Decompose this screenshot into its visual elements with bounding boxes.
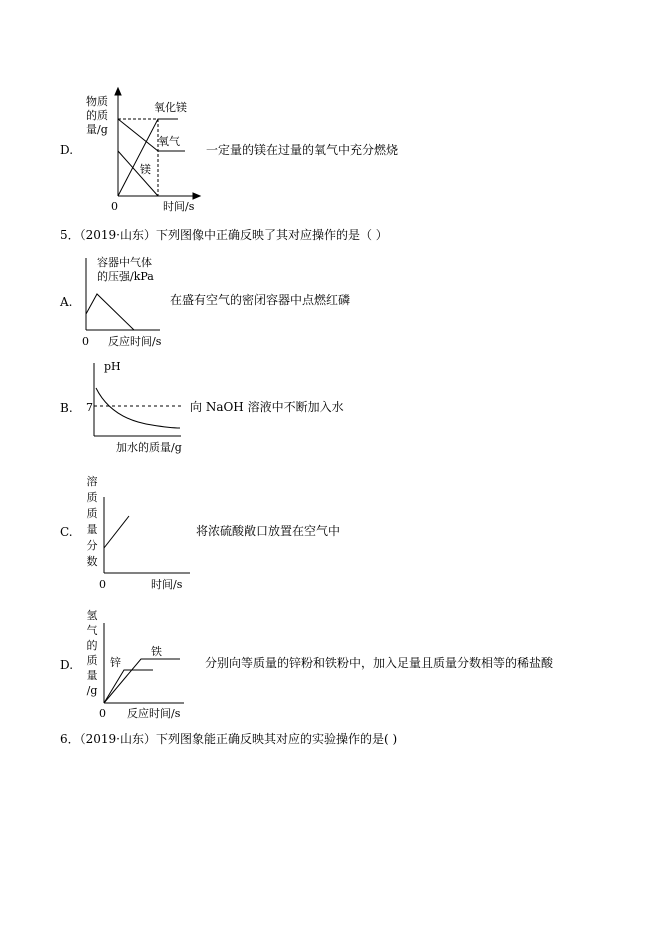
series-label-zn: 锌 (110, 656, 121, 669)
series-label-oxygen: 氧气 (158, 135, 180, 148)
graph-x-axis-label: 反应时间/s (127, 707, 181, 720)
option-caption: 向 NaOH 溶液中不断加入水 (190, 400, 344, 414)
option-label: B. (60, 401, 73, 415)
y-label-char: 质 (86, 654, 98, 667)
y-label-line: 量/g (86, 123, 108, 136)
option-label: A. (60, 295, 73, 309)
y-label-line: 的质 (86, 109, 108, 122)
graph-y-axis-label: pH (104, 360, 121, 373)
option-label: D. (60, 143, 74, 157)
question-stem: 5．（2019·山东）下列图像中正确反映了其对应操作的是（ ） (60, 228, 388, 242)
graph-origin: 0 (82, 335, 89, 348)
y-label-char: /g (86, 684, 98, 697)
y-label-char: 质 (86, 507, 98, 520)
y-label-char: 数 (86, 555, 98, 568)
option-caption: 分别向等质量的锌粉和铁粉中，加入足量且质量分数相等的稀盐酸 (205, 656, 554, 670)
y-label-char: 溶 (86, 475, 98, 488)
question-stem: 6．（2019·山东）下列图象能正确反映其对应的实验操作的是( ) (60, 732, 398, 746)
y-label-char: 氢 (86, 609, 98, 622)
graph-origin: 0 (111, 200, 118, 213)
y-label-line: 容器中气体 (97, 256, 152, 269)
graph-origin: 0 (99, 707, 106, 720)
series-label-mg: 镁 (140, 163, 151, 176)
series-line-zn (104, 670, 153, 703)
graph-x-axis-label: 时间/s (151, 578, 183, 591)
graph-origin: 0 (99, 578, 106, 591)
y-label-line: 的压强/kPa (97, 270, 154, 283)
y-label-char: 分 (86, 539, 98, 552)
y-label-char: 质 (86, 491, 98, 504)
graph-x-axis-label: 反应时间/s (108, 335, 162, 348)
series-label-mgo: 氧化镁 (154, 101, 187, 114)
option-label: D. (60, 658, 74, 672)
y-label-char: 量 (86, 669, 98, 682)
series-label-fe: 铁 (151, 645, 162, 658)
graph-x-axis-label: 加水的质量/g (116, 441, 182, 454)
y-label-char: 的 (86, 639, 98, 652)
y-label-char: 量 (86, 523, 98, 536)
option-caption: 在盛有空气的密闭容器中点燃红磷 (170, 293, 351, 307)
option-caption: 一定量的镁在过量的氧气中充分燃烧 (206, 143, 399, 157)
graph-x-axis-label: 时间/s (163, 200, 195, 213)
graph-tick-7: 7 (86, 401, 93, 414)
y-label-line: 物质 (86, 95, 108, 108)
y-label-char: 气 (86, 624, 98, 637)
option-caption: 将浓硫酸敞口放置在空气中 (196, 524, 341, 538)
option-label: C. (60, 525, 73, 539)
